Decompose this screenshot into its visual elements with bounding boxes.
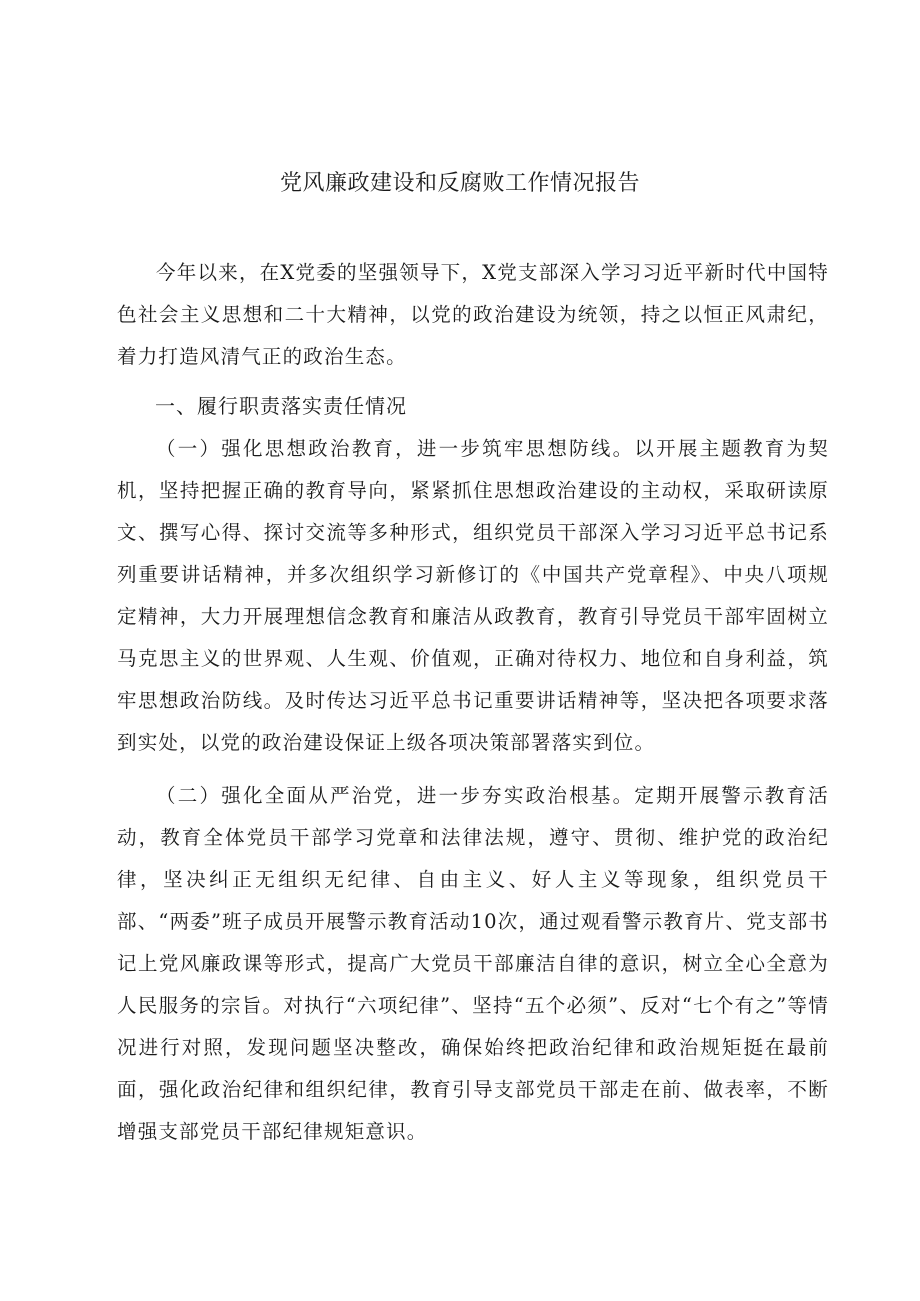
document-title: 党风廉政建设和反腐败工作情况报告: [279, 171, 640, 196]
paragraph-ideological-education: （一）强化思想政治教育，进一步筑牢思想防线。以开展主题教育为契机，坚持把握正确的教育导向，紧紧抓住思想政治建设的主动权，采取研读原文、撰写心得、探讨交流等多种形式，组织党员干部深入学习习近平总书记系列重要讲话精神，并多次组织学习新修订的《中国共产党章程》、中央八项规定精神，大力开展理想信念教育和廉洁从政教育，教育引导党员干部牢固树立马克思主义的世界观、人生观、价值观，正确对待权力、地位和自身利益，筑牢思想政治防线。及时传达习近平总书记重要讲话精神等，坚决把各项要求落到实处，以党的政治建设保证上级各项决策部署落实到位。: [117, 437, 829, 754]
section-heading: 一、履行职责落实责任情况: [155, 394, 407, 418]
intro-paragraph: 今年以来，在X党委的坚强领导下，X党支部深入学习习近平新时代中国特色社会主义思想和二十大精神，以党的政治建设为统领，持之以恒正风肃纪，着力打造风清气正的政治生态。: [117, 261, 829, 368]
paragraph-strict-party-governance: （二）强化全面从严治党，进一步夯实政治根基。定期开展警示教育活动，教育全体党员干部学习党章和法律法规，遵守、贯彻、维护党的政治纪律，坚决纠正无组织无纪律、自由主义、好人主义等现象，组织党员干部、“两委”班子成员开展警示教育活动10次，通过观看警示教育片、党支部书记上党风廉政课等形式，提高广大党员干部廉洁自律的意识，树立全心全意为人民服务的宗旨。对执行“六项纪律”、坚持“五个必须”、反对“七个有之”等情况进行对照，发现问题坚决整改，确保始终把政治纪律和政治规矩挺在最前面，强化政治纪律和组织纪律，教育引导支部党员干部走在前、做表率，不断增强支部党员干部纪律规矩意识。: [117, 784, 829, 1143]
